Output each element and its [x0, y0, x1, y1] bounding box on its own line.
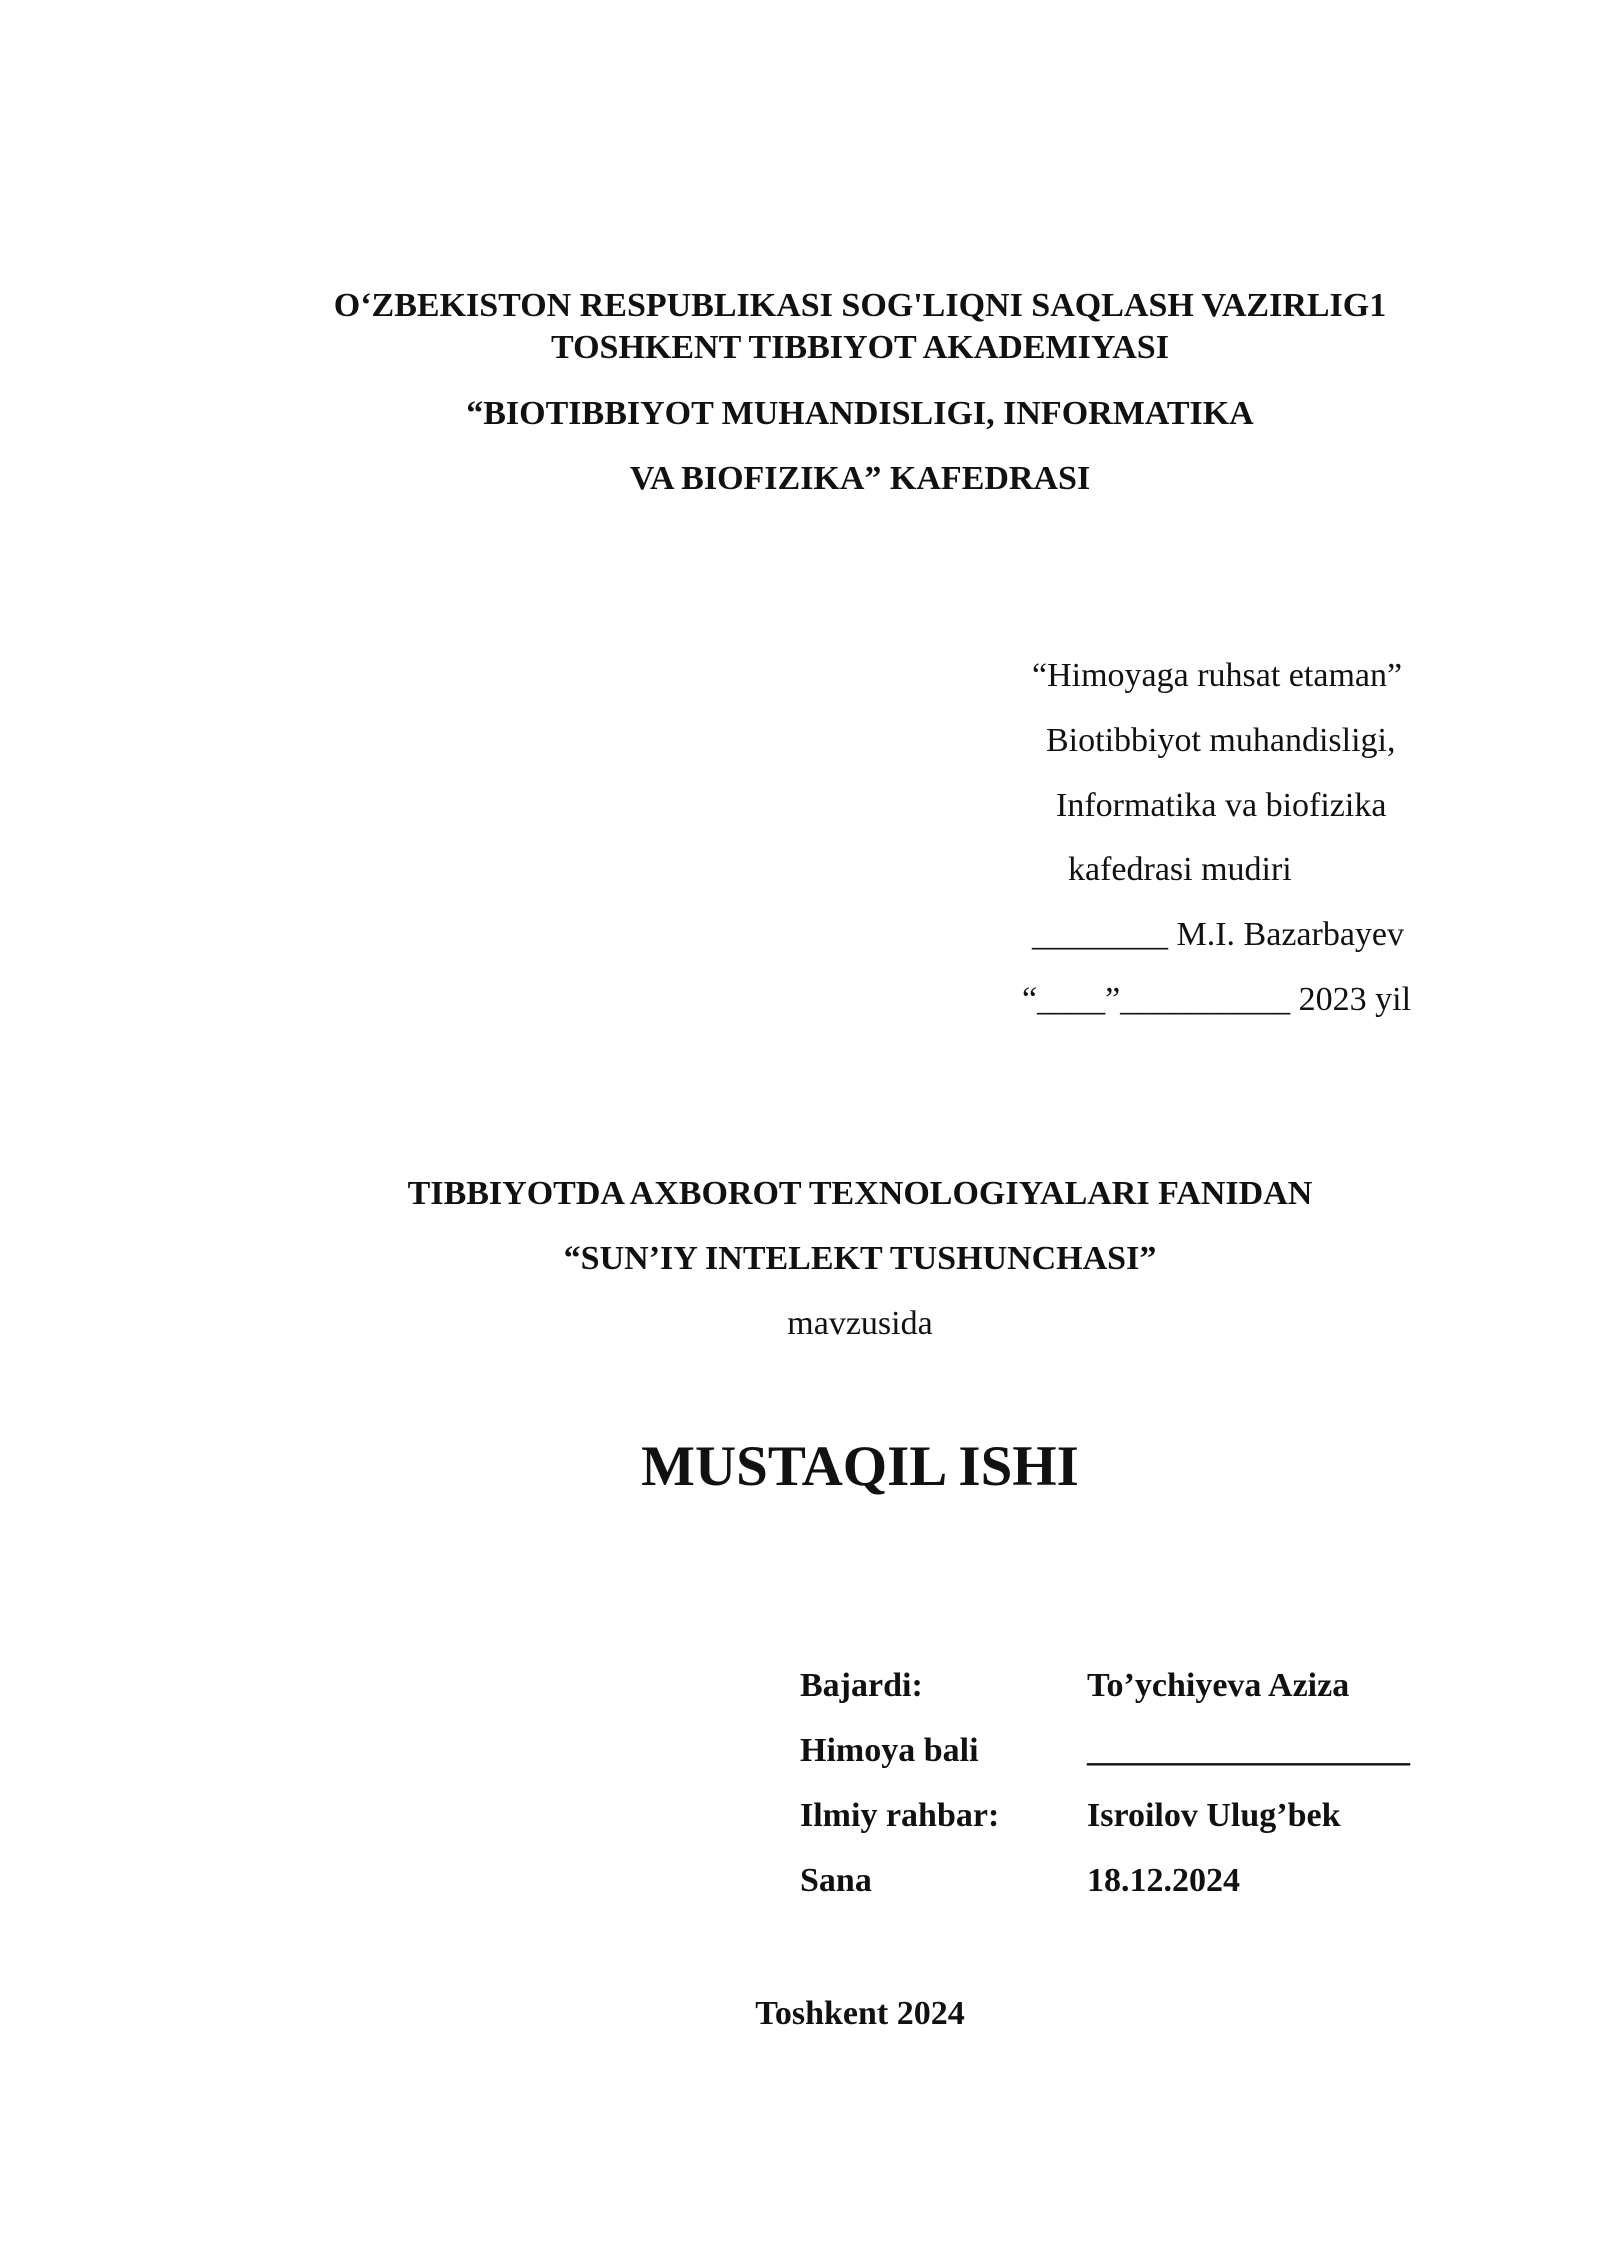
ministry-heading: O‘ZBEKISTON RESPUBLIKASI SOG'LIQNI SAQLASH VAZIRLIG1 — [333, 287, 1387, 324]
info-row-author — [0, 1664, 1600, 1708]
info-value: To’ychiyeva Aziza — [1087, 1667, 1350, 1704]
info-value: ___________________ — [1087, 1732, 1410, 1769]
department-heading-line2: VA BIOFIZIKA” KAFEDRASI — [629, 460, 1091, 497]
topic-suffix: mavzusida — [787, 1305, 933, 1342]
info-value: 18.12.2024 — [1087, 1862, 1240, 1899]
info-row-supervisor — [0, 1794, 1600, 1838]
info-row-date — [0, 1859, 1600, 1903]
approval-line-3: Informatika va biofizika — [1056, 787, 1387, 824]
department-heading-line1: “BIOTIBBIYOT MUHANDISLIGI, INFORMATIKA — [466, 395, 1254, 432]
approval-date-line: “____”__________ 2023 yil — [1022, 981, 1412, 1018]
info-label: Bajardi: — [800, 1667, 923, 1704]
approval-line-4: kafedrasi mudiri — [1068, 851, 1292, 888]
info-row-grade — [0, 1729, 1600, 1773]
info-label: Himoya bali — [800, 1732, 979, 1769]
approval-signature-line: ________ M.I. Bazarbayev — [1032, 916, 1405, 953]
topic-heading: “SUN’IY INTELEKT TUSHUNCHASI” — [563, 1240, 1157, 1277]
info-value: Isroilov Ulug’bek — [1087, 1797, 1341, 1834]
info-label: Sana — [800, 1862, 872, 1899]
course-heading: TIBBIYOTDA AXBOROT TEXNOLOGIYALARI FANIDAN — [407, 1175, 1313, 1212]
info-label: Ilmiy rahbar: — [800, 1797, 1000, 1834]
document-title: MUSTAQIL ISHI — [641, 1435, 1079, 1498]
academy-heading: TOSHKENT TIBBIYOT AKADEMIYASI — [551, 329, 1169, 366]
city-year-footer: Toshkent 2024 — [755, 1995, 965, 2032]
approval-line-1: “Himoyaga ruhsat etaman” — [1032, 657, 1403, 694]
approval-line-2: Biotibbiyot muhandisligi, — [1046, 722, 1396, 759]
